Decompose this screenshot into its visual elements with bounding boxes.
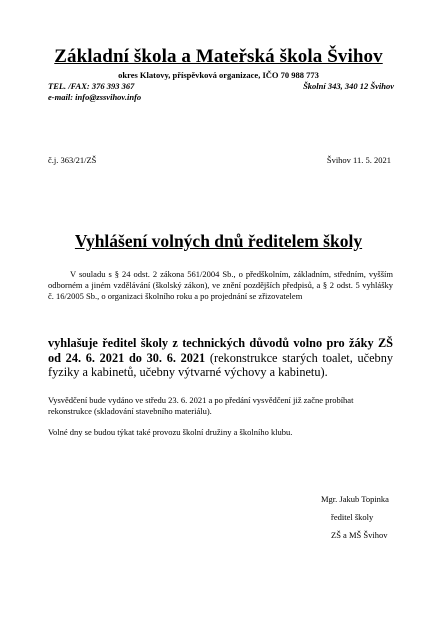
place-date: Švihov 11. 5. 2021: [326, 155, 391, 165]
organization-line: okres Klatovy, příspěvková organizace, IČO 70 988 773: [118, 70, 319, 80]
announcement-bold: vyhlašuje ředitel školy z technických důvodů volno pro žáky ZŠ od 24. 6. 2021 do 30. 6. 2021: [48, 336, 393, 365]
email-address: e-mail: info@zssvihov.info: [48, 92, 142, 102]
legal-basis-paragraph: V souladu s § 24 odst. 2 zákona 561/2004 Sb., o předškolním, základním, středním, vyšším odborném a jiném vzdělávání (školský zákon), ve znění pozdějších předpisů, a § 2 odst. 5 vyhlášky č. 16/2005 Sb., o organizaci školního roku a po projednání se zřizovatelem: [48, 269, 393, 302]
announcement-detail: (rekonstrukce starých toalet, učebny fyziky a kabinetů, učebny výtvarné výchovy a kabinetu).: [48, 350, 394, 379]
signature-school: ZŠ a MŠ Švihov: [331, 530, 388, 540]
document-heading: Vyhlášení volných dnů ředitelem školy: [74, 231, 363, 251]
school-address: Školní 343, 340 12 Švihov: [303, 81, 394, 91]
announcement-paragraph: [48, 336, 393, 380]
clubs-paragraph: Volné dny se budou týkat také provozu školní družiny a školního klubu.: [48, 427, 293, 437]
signature-title: ředitel školy: [331, 512, 374, 522]
signature-name: Mgr. Jakub Topinka: [321, 494, 389, 504]
school-name: Základní škola a Mateřská škola Švihov: [54, 46, 383, 67]
tel-fax: TEL. /FAX: 376 393 367: [48, 81, 135, 91]
certificates-paragraph: Vysvědčení bude vydáno ve středu 23. 6. 2021 a po předání vysvědčení již začne probíhat rekonstrukce (skladování stavebního materiálu).: [48, 395, 354, 417]
reference-number: č.j. 363/21/ZŠ: [48, 155, 97, 165]
